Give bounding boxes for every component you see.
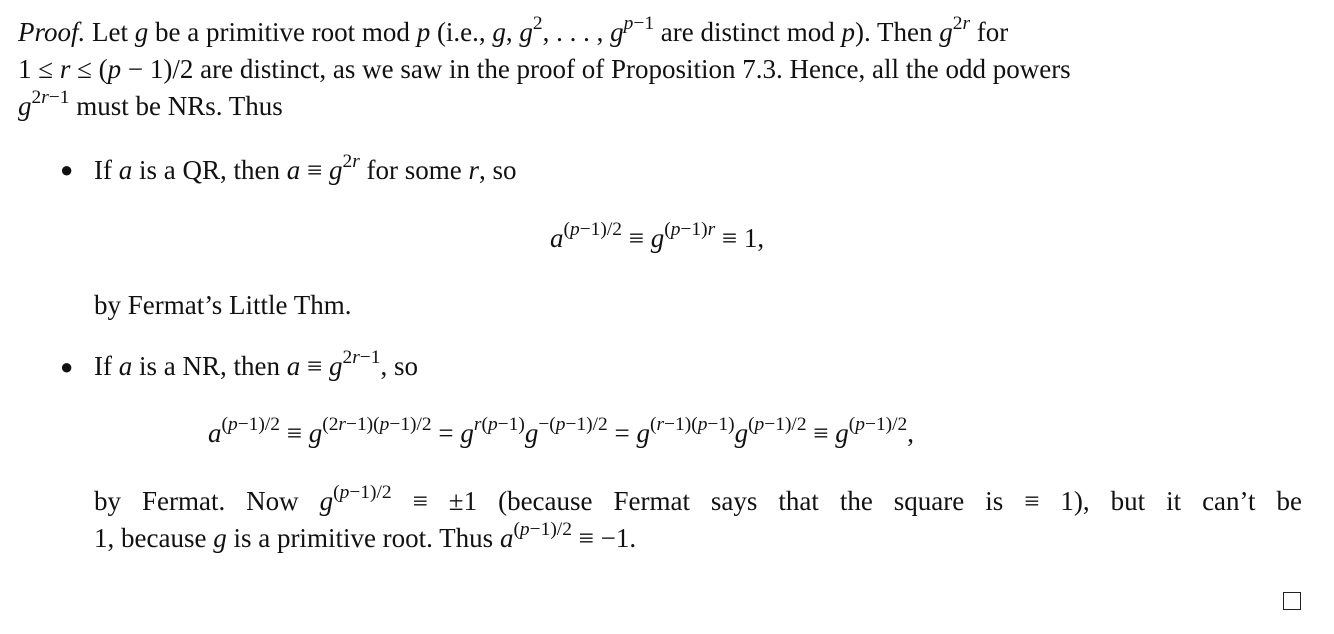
- bullet-1-intro: If a is a QR, then $a \equiv g^{2r}$ for some r, so: [94, 151, 517, 185]
- proof-line-1: Proof. Let g be a primitive root mod p (i.e., g, $g^2$, . . . , $g^{p-1}$ are distinct mod p). Then $g^{2r}$ for: [18, 13, 1009, 47]
- bullet-dot-2: ●: [60, 354, 74, 379]
- bullet-2-intro: If a is a NR, then $a \equiv g^{2r-1}$, so: [94, 347, 418, 381]
- proof-line-3: $g^{2r-1}$ must be NRs. Thus: [18, 87, 283, 121]
- proof-label: Proof.: [18, 17, 86, 47]
- equation-nr: $a^{(p-1)/2} \equiv g^{(2r-1)(p-1)/2} = g^{r(p-1)}g^{-(p-1)/2} = g^{(r-1)(p-1)}g^{(p-1)/2} \equiv g^{(p-1)/2}$,: [208, 414, 915, 448]
- bullet-1-after: by Fermat’s Little Thm.: [94, 290, 352, 320]
- equation-qr: $a^{(p-1)/2} \equiv g^{(p-1)r} \equiv 1$,: [550, 219, 765, 253]
- qed-square-icon: [1283, 592, 1301, 610]
- bullet-dot-1: ●: [60, 157, 74, 182]
- proof-line-2: 1 ≤ r ≤ (p − 1)/2 are distinct, as we saw in the proof of Proposition 7.3. Hence, all the odd powers: [18, 54, 1071, 84]
- bullet-2-after: by Fermat. Now $g^{(p-1)/2} \equiv \pm 1$ (because Fermat says that the square is ≡ 1), but it can’t be 1, because g is a primitive root. Thus $a^{(p-1)/2} \equiv -1$.: [94, 482, 1302, 553]
- proof-paragraph: [18, 14, 1304, 125]
